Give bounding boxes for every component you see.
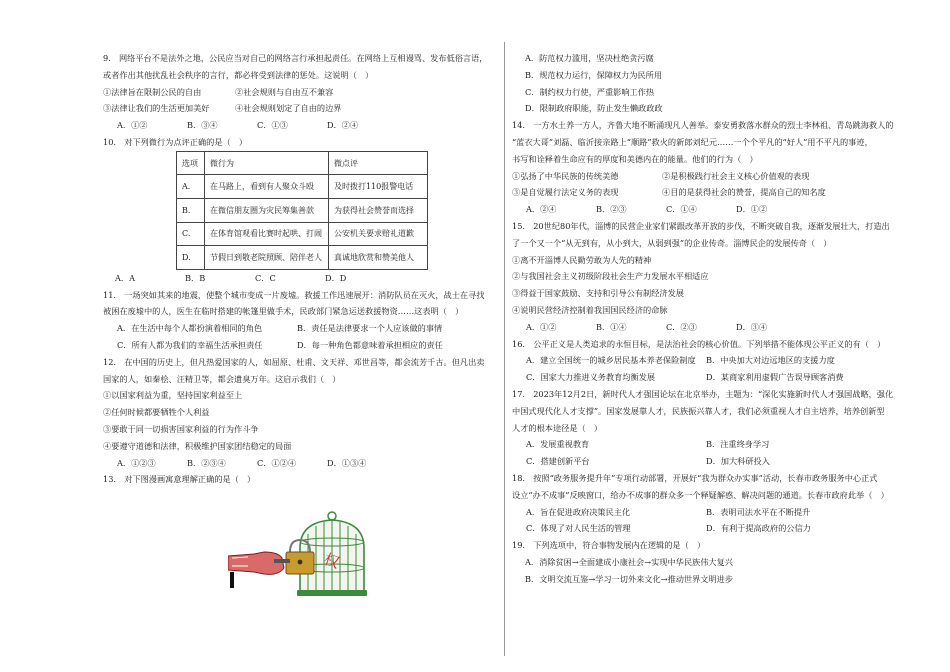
q9-option-a[interactable]: A．①② <box>117 120 148 131</box>
q15-option-d[interactable]: D．③④ <box>736 321 768 332</box>
q9-stem-line2: 或者作出其他扰乱社会秩序的言行，都必将受到法律的惩处。这说明（ ） <box>103 69 374 80</box>
hand-with-key-icon <box>228 552 290 588</box>
table-cell: D. <box>177 246 205 270</box>
q13-option-b[interactable]: B．规范权力运行，保障权力为民所用 <box>525 69 663 80</box>
q17-stem-line3: 人才的根本途径是（ ） <box>512 422 603 433</box>
q17-option-c[interactable]: C．搭建创新平台 <box>526 456 590 467</box>
table-row <box>177 175 428 199</box>
table-cell: C. <box>177 222 205 246</box>
q11-option-a[interactable]: A．在生活中每个人都扮演着相同的角色 <box>117 323 263 334</box>
table-cell: 公安机关要求赔礼道歉 <box>329 222 428 246</box>
question-17 <box>512 386 904 470</box>
table-cell: 在微信朋友圈为灾民筹集善款 <box>205 198 329 222</box>
q10-option-b[interactable]: B．B <box>185 272 206 283</box>
q18-option-d[interactable]: D．有利于提高政府的公信力 <box>706 523 811 534</box>
q14-item-2: ②是积极践行社会主义核心价值观的表现 <box>662 170 810 181</box>
q9-stem-line1: 9. 网络平台不是法外之地，公民应当对自己的网络言行承担起责任。在网络上互相谩骂、发布低俗言语， <box>103 53 488 63</box>
q9-item-1: ①法律旨在限制公民的自由 <box>103 86 202 97</box>
q14-stem-line3: 书写和诠释着生命应有的厚度和美德内在的能量。他们的行为（ ） <box>512 153 758 164</box>
q10-option-a[interactable]: A．A <box>115 272 136 283</box>
q11-stem-line1: 11. 一场突如其来的地震，使整个城市变成一片废墟。救援工作迅速展开：消防队员在灭火，战士在寻找 <box>103 289 485 300</box>
q9-item-3: ③法律让我们的生活更加美好 <box>103 103 210 114</box>
table-header-row <box>177 151 428 175</box>
table-cell: 在马路上，看到有人聚众斗殴 <box>205 175 329 199</box>
table-row <box>177 198 428 222</box>
q9-option-d[interactable]: D．②④ <box>327 120 359 131</box>
q15-option-a[interactable]: A．①② <box>526 321 557 332</box>
cage-label-quan: 权 <box>321 549 342 572</box>
q12-item-2: ②任何时候都要牺牲个人利益 <box>103 407 210 418</box>
q14-item-1: ①弘扬了中华民族的传统美德 <box>512 170 619 181</box>
question-13-options <box>512 50 904 117</box>
table-row <box>177 222 428 246</box>
q18-option-b[interactable]: B．表明司法水平在不断提升 <box>706 506 811 517</box>
q16-option-a[interactable]: A．建立全国统一的城乡居民基本养老保险制度 <box>526 355 696 366</box>
q12-option-d[interactable]: D．①③④ <box>327 457 367 468</box>
question-14 <box>512 117 904 218</box>
q19-option-a[interactable]: A．消除贫困→全面建成小康社会→实现中华民族伟大复兴 <box>525 556 733 567</box>
q12-option-b[interactable]: B．②③④ <box>187 457 226 468</box>
q10-table <box>176 151 428 270</box>
q17-option-a[interactable]: A．发展重视教育 <box>526 439 590 450</box>
q13-option-a[interactable]: A．防范权力滥用，坚决杜绝贪污腐 <box>525 53 654 63</box>
q13-option-d[interactable]: D．限制政府职能，防止发生懒政政政 <box>525 103 663 114</box>
table-cell: 为获得社会赞誉而选择 <box>329 198 428 222</box>
q9-option-b[interactable]: B．③④ <box>187 120 218 131</box>
q18-stem-line2: 设立“办不成事”反映窗口，给办不成事的群众多一个释疑解惑、解决问题的通道。长春市政府此举（ ） <box>512 489 889 500</box>
question-12 <box>103 354 495 472</box>
q10-option-c[interactable]: C．C <box>255 272 276 283</box>
question-10 <box>103 134 495 287</box>
question-9 <box>103 50 495 134</box>
q13-stem: 13. 对下图漫画寓意理解正确的是（ ） <box>103 474 256 485</box>
q11-stem-line2: 被困在废墟中的人，医生在临时搭建的帐篷里做手术，民政部门紧急运送救援物资……这表明（ ） <box>103 306 464 317</box>
q11-option-c[interactable]: C．所有人都为我们的幸福生活承担责任 <box>117 339 263 350</box>
q15-option-c[interactable]: C．②③ <box>666 321 697 332</box>
q10-option-d[interactable]: D．D <box>325 272 347 283</box>
question-11 <box>103 287 495 354</box>
left-column <box>103 50 495 488</box>
right-column <box>512 50 904 588</box>
q16-stem: 16. 公平正义是人类追求的永恒目标，是法治社会的核心价值。下列举措不能体现公平正义的有（ ） <box>512 338 886 349</box>
q15-item-1: ①离不开淄博人民勤劳敢为人先的精神 <box>512 254 652 265</box>
q14-option-a[interactable]: A．②④ <box>526 204 557 215</box>
question-19 <box>512 537 904 587</box>
q14-option-b[interactable]: B．②③ <box>596 204 627 215</box>
q9-item-2: ②社会规则与自由互不兼容 <box>235 86 334 97</box>
q17-option-b[interactable]: B．注重终身学习 <box>706 439 770 450</box>
table-cell: A. <box>177 175 205 199</box>
q11-option-b[interactable]: B．责任是法律要求一个人应该做的事情 <box>297 323 443 334</box>
q15-option-b[interactable]: B．①④ <box>596 321 627 332</box>
table-row <box>177 246 428 270</box>
table-cell: 节假日到敬老院照顾、陪伴老人 <box>205 246 329 270</box>
q12-option-c[interactable]: C．①②④ <box>257 457 297 468</box>
q15-stem-line2: 了一个又一个“从无到有，从小到大，从弱到强”的企业传奇。淄博民企的发展传奇（ ） <box>512 237 832 248</box>
q9-option-c[interactable]: C．①③ <box>257 120 288 131</box>
q12-stem-line1: 12. 在中国的历史上，但凡热爱国家的人，如屈原、杜甫、文天祥、邓世昌等，都会流芳千古。但凡出卖 <box>103 356 485 367</box>
q19-stem: 19. 下列选项中，符合事物发展内在逻辑的是（ ） <box>512 540 706 551</box>
table-header-cell: 微行为 <box>205 151 329 175</box>
q17-stem-line2: 中国式现代化人才支撑”。国家发展靠人才，民族振兴靠人才，我们必须重视人才自主培养，培养创新型 <box>512 405 885 416</box>
column-divider <box>504 42 505 656</box>
q18-option-c[interactable]: C．体现了对人民生活的管理 <box>526 523 631 534</box>
table-header-cell: 选项 <box>177 151 205 175</box>
table-header-cell: 微点评 <box>329 151 428 175</box>
table-cell: 真诚地欣赏和赞美他人 <box>329 246 428 270</box>
q15-item-2: ②与我国社会主义初级阶段社会生产力发展水平相适应 <box>512 271 709 282</box>
question-15 <box>512 218 904 336</box>
q14-stem-line1: 14. 一方水土养一方人，齐鲁大地不断涌现凡人善举。泰安勇救落水群众的烈士李林祖、青岛跳海救人的 <box>512 120 894 131</box>
q9-item-4: ④社会规则划定了自由的边界 <box>235 103 342 114</box>
question-16 <box>512 336 904 386</box>
q15-item-3: ③得益于国家鼓励、支持和引导公有制经济发展 <box>512 288 684 299</box>
q14-option-d[interactable]: D．①② <box>736 204 768 215</box>
q16-option-c[interactable]: C．国家大力推进义务教育均衡发展 <box>526 372 656 383</box>
q12-option-a[interactable]: A．①②③ <box>117 457 156 468</box>
q17-stem-line1: 17. 2023年12月2日，新时代人才强国论坛在北京举办，主题为：“深化实施新时代人才强国战略，强化 <box>512 388 894 399</box>
q15-stem-line1: 15. 20世纪80年代，淄博的民营企业家们紧跟改革开放的步伐，不断突破自我，逐渐发展壮大，打造出 <box>512 220 890 231</box>
question-18 <box>512 470 904 537</box>
q14-stem-line2: “蓝衣大哥”刘磊、临沂接亲路上“顺路”救火的新郎刘纪元……一个个平凡的“好人”用不平凡的事迹， <box>512 136 873 147</box>
q10-stem: 10. 对下列微行为点评正确的是（ ） <box>103 136 248 147</box>
table-cell: 及时拨打110报警电话 <box>329 175 428 199</box>
q12-item-3: ③要敢于同一切损害国家利益的行为作斗争 <box>103 423 259 434</box>
cartoon-hand-locking-cage <box>228 508 368 600</box>
q12-item-4: ④要遵守道德和法律，积极维护国家团结稳定的局面 <box>103 440 292 451</box>
q14-item-4: ④目的是获得社会的赞誉，提高自己的知名度 <box>662 187 826 198</box>
q19-option-b[interactable]: B．文明交流互鉴→学习一切外来文化→推动世界文明进步 <box>525 573 734 584</box>
q15-item-4: ④说明民营经济控制着我国国民经济的命脉 <box>512 304 668 315</box>
q14-item-3: ③是自觉履行法定义务的表现 <box>512 187 619 198</box>
table-cell: 在体育馆观看比赛时起哄、打闹 <box>205 222 329 246</box>
q18-option-a[interactable]: A．旨在促进政府决策民主化 <box>526 506 631 517</box>
q17-option-d[interactable]: D．加大科研投入 <box>706 456 770 467</box>
question-13 <box>103 471 495 488</box>
q18-stem-line1: 18. 按照“政务服务提升年”专项行动部署，开展好“我为群众办实事”活动，长春市政务服务中心正式 <box>512 472 878 483</box>
q13-option-c[interactable]: C．制约权力行使，严重影响工作热 <box>525 86 655 97</box>
q14-option-c[interactable]: C．①④ <box>666 204 697 215</box>
q11-option-d[interactable]: D．每一种角色都意味着承担相应的责任 <box>297 339 443 350</box>
q12-item-1: ①以国家利益为重，坚持国家利益至上 <box>103 390 243 401</box>
q16-option-d[interactable]: D．某商家利用虚假广告误导顾客消费 <box>706 372 844 383</box>
q12-stem-line2: 国家的人，如秦桧、汪精卫等，都会遗臭万年。这启示我们（ ） <box>103 373 341 384</box>
table-cell: B. <box>177 198 205 222</box>
q16-option-b[interactable]: B．中央加大对边远地区的支援力度 <box>706 355 835 366</box>
